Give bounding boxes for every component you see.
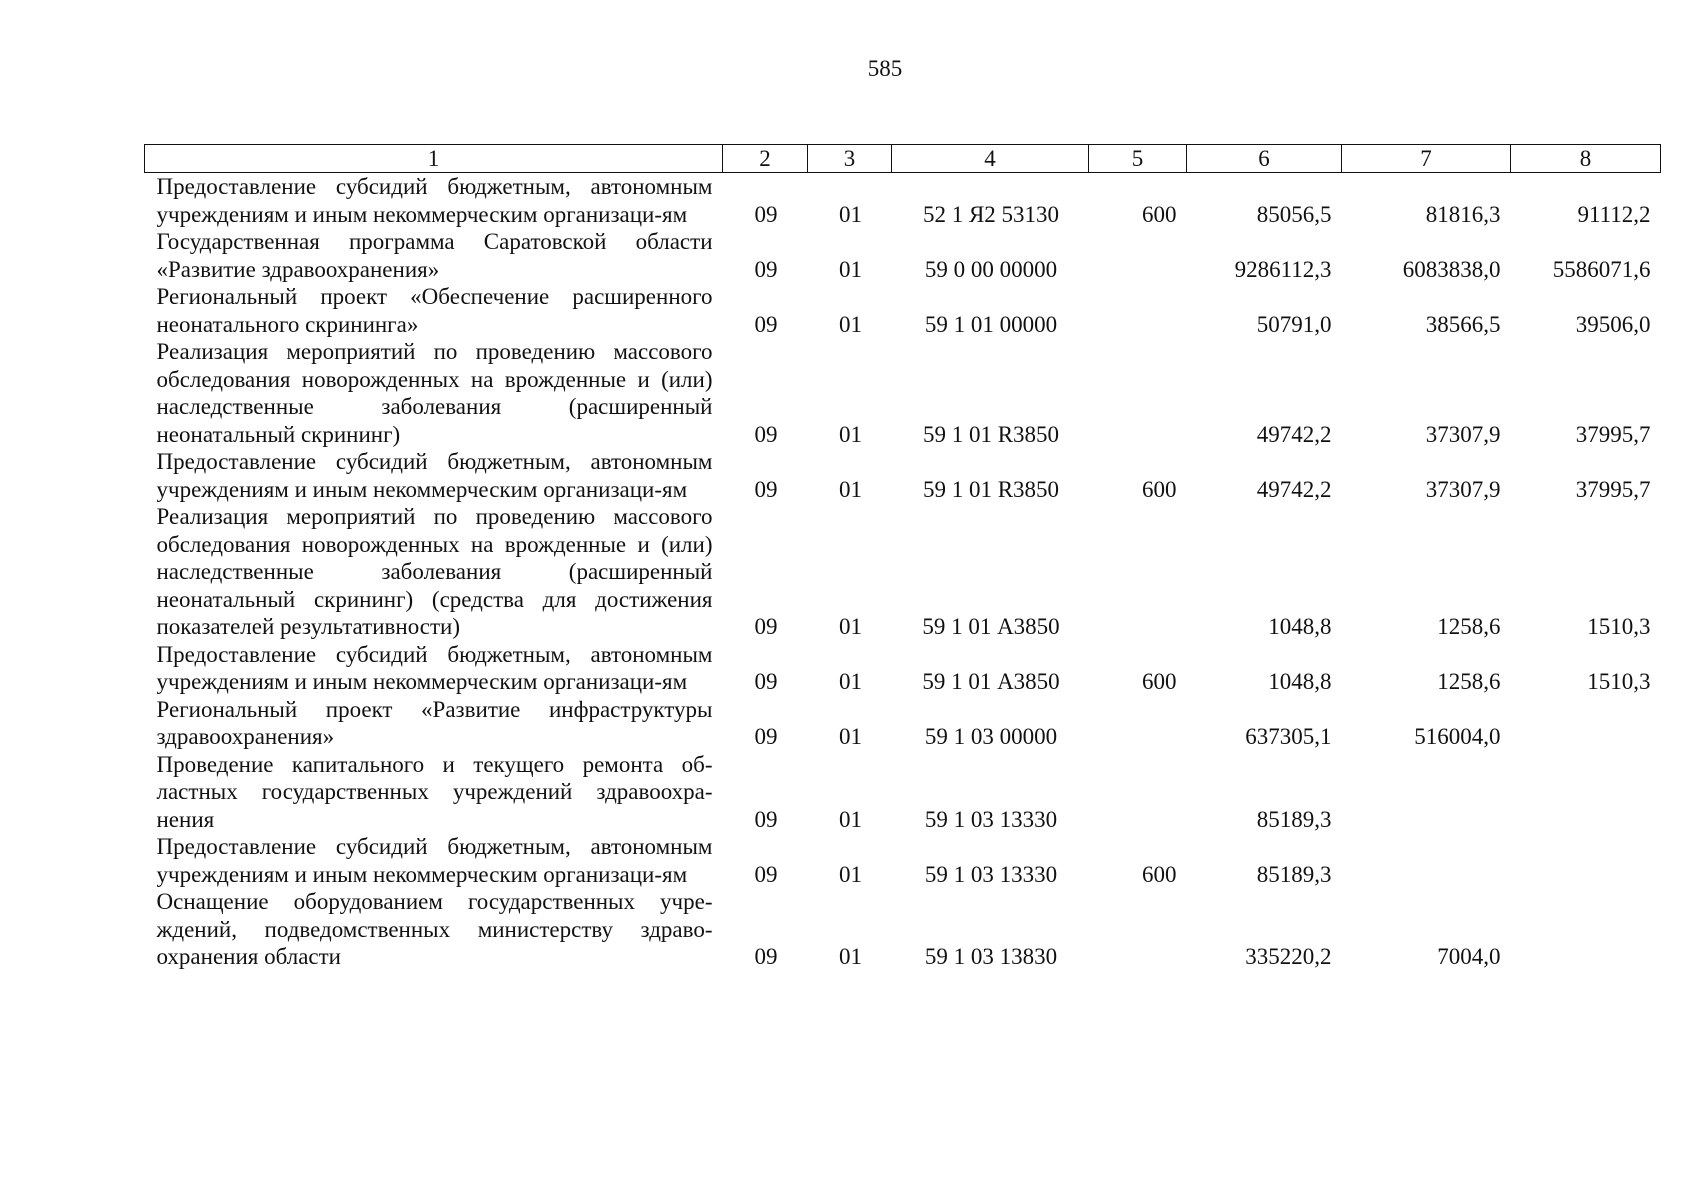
table-row bbox=[145, 696, 1661, 751]
table-row bbox=[145, 283, 1661, 338]
cell-expense-type: 600 bbox=[1142, 669, 1177, 694]
cell-subsection: 01 bbox=[839, 806, 862, 832]
page-number: 585 bbox=[867, 56, 903, 81]
cell-amount-7: 7004,0 bbox=[1437, 944, 1501, 969]
cell-expense-type: 600 bbox=[1142, 476, 1177, 502]
cell-subsection: 01 bbox=[839, 861, 862, 887]
budget-table bbox=[144, 144, 1661, 971]
cell-amount-6: 335220,2 bbox=[1245, 944, 1332, 969]
cell-subsection: 01 bbox=[839, 256, 862, 282]
cell-amount-7: 1258,6 bbox=[1437, 614, 1501, 639]
table-row bbox=[145, 833, 1661, 888]
row-name: Оснащение оборудованием государственных учре-ждений, подведомственных министерству здраво-охранения области bbox=[156, 889, 713, 969]
cell-subsection: 01 bbox=[839, 669, 862, 694]
cell-amount-8: 91112,2 bbox=[1577, 201, 1651, 227]
row-name: Реализация мероприятий по проведению массового обследования новорожденных на врожденные и (или) наследственные заболевания (расширенный неонатальный скрининг) (средства для достижения показателей результативности) bbox=[156, 504, 713, 639]
cell-amount-7: 6083838,0 bbox=[1402, 256, 1501, 282]
cell-expense-type bbox=[1089, 228, 1187, 283]
cell-section: 09 bbox=[754, 614, 778, 639]
table-row bbox=[145, 338, 1661, 448]
cell-amount-6: 49742,2 bbox=[1256, 421, 1332, 447]
cell-amount-6: 50791,0 bbox=[1256, 311, 1332, 337]
cell-subsection: 01 bbox=[839, 724, 862, 749]
cell-amount-7: 1258,6 bbox=[1437, 669, 1501, 694]
cell-target-article: 52 1 Я2 53130 bbox=[922, 201, 1060, 227]
row-name: Региональный проект «Развитие инфраструктуры здравоохранения» bbox=[156, 696, 713, 749]
cell-amount-8 bbox=[1511, 888, 1661, 971]
cell-target-article: 59 1 01 00000 bbox=[924, 311, 1058, 337]
table-row bbox=[145, 503, 1661, 641]
cell-amount-8: 5586071,6 bbox=[1552, 256, 1651, 282]
column-header-2: 2 bbox=[723, 145, 808, 173]
cell-amount-8: 1510,3 bbox=[1587, 669, 1651, 694]
column-header-7: 7 bbox=[1342, 145, 1511, 173]
cell-section: 09 bbox=[754, 806, 778, 832]
cell-subsection: 01 bbox=[839, 614, 862, 639]
header-row bbox=[145, 145, 1661, 173]
cell-amount-6: 1048,8 bbox=[1268, 669, 1332, 694]
row-name: Предоставление субсидий бюджетным, автономным учреждениям и иным некоммерческим организаци-ям bbox=[156, 641, 713, 694]
column-header-4: 4 bbox=[892, 145, 1089, 173]
column-header-3: 3 bbox=[808, 145, 892, 173]
cell-target-article: 59 1 01 R3850 bbox=[922, 476, 1060, 502]
cell-amount-7: 516004,0 bbox=[1414, 724, 1501, 749]
cell-section: 09 bbox=[754, 201, 778, 227]
column-header-8: 8 bbox=[1511, 145, 1661, 173]
cell-target-article: 59 1 03 13330 bbox=[924, 861, 1058, 887]
cell-subsection: 01 bbox=[839, 944, 862, 969]
cell-section: 09 bbox=[754, 669, 778, 694]
table-row bbox=[145, 888, 1661, 971]
cell-expense-type: 600 bbox=[1142, 861, 1177, 887]
cell-expense-type bbox=[1089, 751, 1187, 834]
column-header-5: 5 bbox=[1089, 145, 1187, 173]
cell-amount-6: 49742,2 bbox=[1256, 476, 1332, 502]
cell-amount-8 bbox=[1511, 696, 1661, 751]
cell-expense-type bbox=[1089, 888, 1187, 971]
cell-subsection: 01 bbox=[839, 421, 862, 447]
cell-amount-7: 37307,9 bbox=[1425, 421, 1501, 447]
row-name: Государственная программа Саратовской области «Развитие здравоохранения» bbox=[156, 229, 713, 282]
cell-expense-type bbox=[1089, 283, 1187, 338]
cell-target-article: 59 1 01 А3850 bbox=[922, 614, 1060, 639]
cell-amount-7: 38566,5 bbox=[1425, 311, 1501, 337]
cell-amount-6: 9286112,3 bbox=[1234, 256, 1332, 282]
cell-subsection: 01 bbox=[839, 201, 862, 227]
cell-section: 09 bbox=[754, 861, 778, 887]
cell-amount-6: 85056,5 bbox=[1256, 201, 1332, 227]
table-row bbox=[145, 228, 1661, 283]
cell-amount-6: 85189,3 bbox=[1256, 861, 1332, 887]
cell-expense-type bbox=[1089, 696, 1187, 751]
cell-target-article: 59 1 01 R3850 bbox=[922, 421, 1060, 447]
cell-amount-6: 637305,1 bbox=[1245, 724, 1332, 749]
cell-section: 09 bbox=[754, 256, 778, 282]
cell-target-article: 59 1 03 00000 bbox=[924, 724, 1058, 749]
cell-amount-8: 37995,7 bbox=[1575, 476, 1651, 502]
table-row bbox=[145, 448, 1661, 503]
column-header-1: 1 bbox=[145, 145, 723, 173]
cell-expense-type bbox=[1089, 338, 1187, 448]
row-name: Реализация мероприятий по проведению массового обследования новорожденных на врожденные и (или) наследственные заболевания (расширенный неонатальный скрининг) bbox=[156, 339, 713, 447]
cell-section: 09 bbox=[754, 476, 778, 502]
row-name: Предоставление субсидий бюджетным, автономным учреждениям и иным некоммерческим организаци-ям bbox=[156, 449, 713, 502]
cell-amount-7: 37307,9 bbox=[1425, 476, 1501, 502]
cell-amount-7: 81816,3 bbox=[1425, 201, 1501, 227]
cell-amount-8 bbox=[1511, 833, 1661, 888]
cell-amount-8: 37995,7 bbox=[1575, 421, 1651, 447]
cell-amount-8: 1510,3 bbox=[1587, 614, 1651, 639]
column-header-6: 6 bbox=[1187, 145, 1342, 173]
cell-target-article: 59 0 00 00000 bbox=[924, 256, 1058, 282]
cell-section: 09 bbox=[754, 944, 778, 969]
row-name: Предоставление субсидий бюджетным, автономным учреждениям и иным некоммерческим организаци-ям bbox=[156, 174, 713, 227]
cell-subsection: 01 bbox=[839, 311, 862, 337]
table-row bbox=[145, 641, 1661, 696]
table-row bbox=[145, 751, 1661, 834]
cell-section: 09 bbox=[754, 421, 778, 447]
cell-amount-6: 1048,8 bbox=[1268, 614, 1332, 639]
cell-amount-6: 85189,3 bbox=[1256, 806, 1332, 832]
cell-target-article: 59 1 01 А3850 bbox=[922, 669, 1060, 694]
cell-amount-7 bbox=[1342, 751, 1511, 834]
cell-target-article: 59 1 03 13830 bbox=[924, 944, 1058, 969]
cell-amount-8: 39506,0 bbox=[1575, 311, 1651, 337]
row-name: Проведение капитального и текущего ремонта об-ластных государственных учреждений здравоохра-нения bbox=[156, 751, 713, 832]
row-name: Предоставление субсидий бюджетным, автономным учреждениям и иным некоммерческим организаци-ям bbox=[156, 834, 713, 887]
table-row bbox=[145, 173, 1661, 229]
cell-section: 09 bbox=[754, 724, 778, 749]
cell-subsection: 01 bbox=[839, 476, 862, 502]
cell-section: 09 bbox=[754, 311, 778, 337]
cell-amount-7 bbox=[1342, 833, 1511, 888]
cell-amount-8 bbox=[1511, 751, 1661, 834]
cell-target-article: 59 1 03 13330 bbox=[924, 806, 1058, 832]
cell-expense-type bbox=[1089, 503, 1187, 641]
cell-expense-type: 600 bbox=[1142, 201, 1177, 227]
row-name: Региональный проект «Обеспечение расширенного неонатального скрининга» bbox=[156, 284, 713, 337]
